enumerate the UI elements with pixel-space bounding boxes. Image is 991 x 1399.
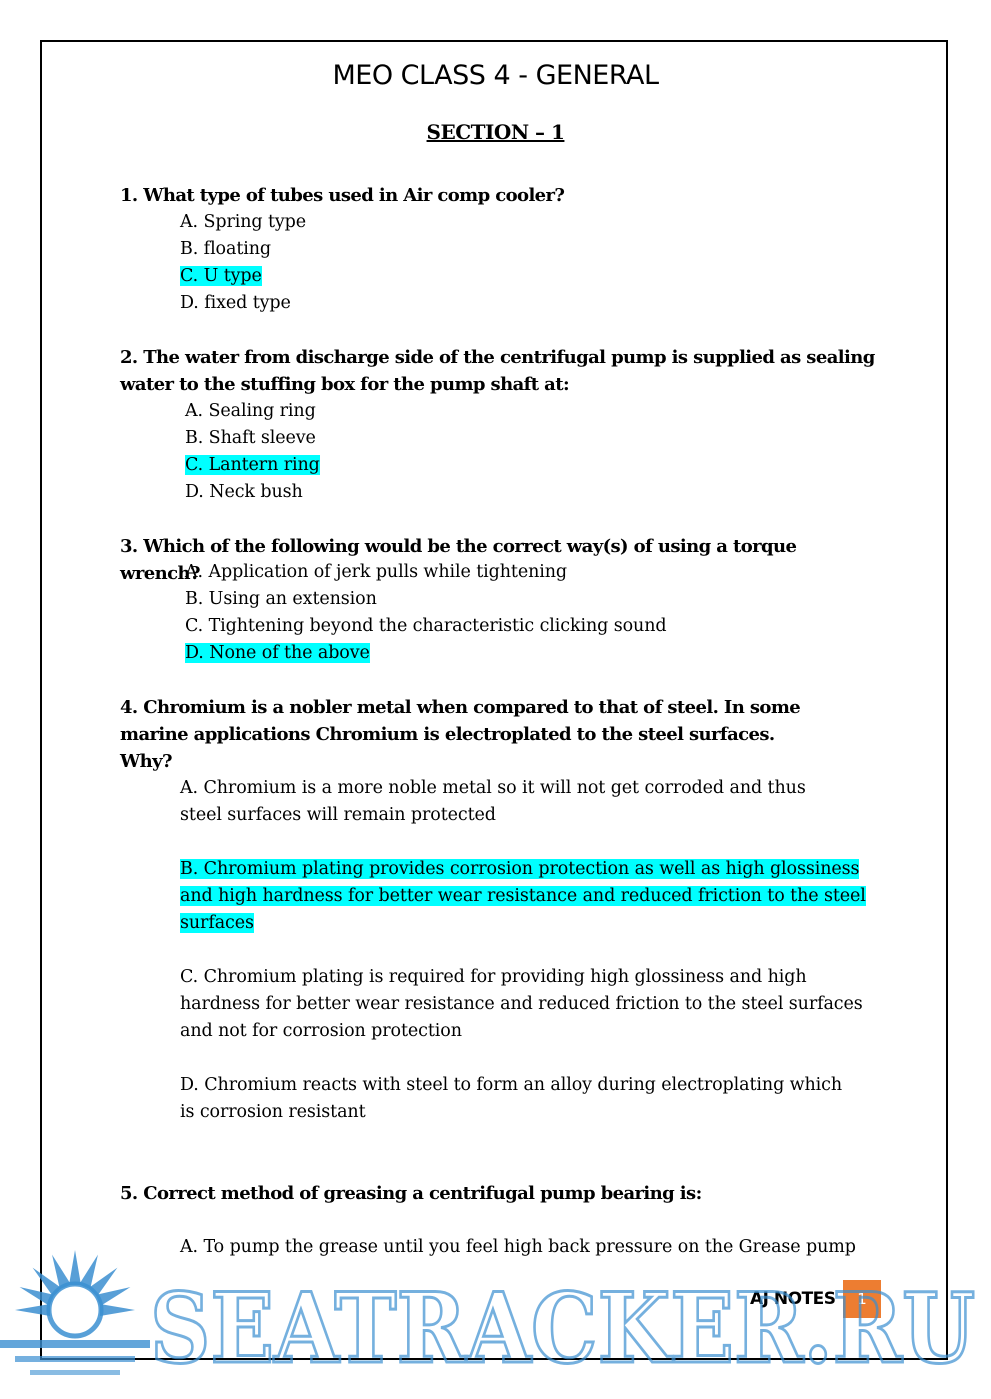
page-number-badge: 1 <box>843 1280 881 1318</box>
question-5: 5. Correct method of greasing a centrifugal pump bearing is: <box>120 1183 702 1204</box>
q2-option-c-answer: C. Lantern ring <box>185 455 320 475</box>
q1-option-b: B. floating <box>180 239 272 259</box>
q3-option-b: B. Using an extension <box>185 589 377 609</box>
q1-option-a: A. Spring type <box>180 212 307 232</box>
q4-option-a: A. Chromium is a more noble metal so it will not get corroded and thus steel surfaces will remain protected <box>180 778 806 825</box>
q3-option-a: A. Application of jerk pulls while tightening <box>185 562 568 582</box>
question-1: 1. What type of tubes used in Air comp cooler? <box>120 185 565 206</box>
question-3: 3. Which of the following would be the correct way(s) of using a torque wrench? <box>120 536 797 584</box>
q2-option-b: B. Shaft sleeve <box>185 428 316 448</box>
q1-option-c-answer: C. U type <box>180 266 262 286</box>
q3-option-d-answer: D. None of the above <box>185 643 370 663</box>
question-2: 2. The water from discharge side of the centrifugal pump is supplied as sealing water to the stuffing box for the pump shaft at: <box>120 347 875 395</box>
footer-label: AJ NOTES <box>750 1289 836 1309</box>
q5-option-a: A. To pump the grease until you feel high back pressure on the Grease pump <box>180 1237 856 1257</box>
q2-option-d: D. Neck bush <box>185 482 303 502</box>
q4-option-d: D. Chromium reacts with steel to form an alloy during electroplating which is corrosion resistant <box>180 1075 843 1122</box>
q2-option-a: A. Sealing ring <box>185 401 316 421</box>
q4-option-b-answer: B. Chromium plating provides corrosion protection as well as high glossiness and high hardness for better wear resistance and reduced friction to the steel surfaces <box>180 859 866 933</box>
q1-option-d: D. fixed type <box>180 293 291 313</box>
document-title: MEO CLASS 4 - GENERAL <box>332 60 659 91</box>
q3-option-c: C. Tightening beyond the characteristic clicking sound <box>185 616 667 636</box>
question-4: 4. Chromium is a nobler metal when compared to that of steel. In some marine applications Chromium is electroplated to the steel surfaces. Why? <box>120 697 801 772</box>
section-heading: SECTION – 1 <box>426 120 565 144</box>
watermark-text: SEATRACKER.RU <box>150 1272 975 1385</box>
q4-option-c: C. Chromium plating is required for providing high glossiness and high hardness for better wear resistance and reduced friction to the steel surfaces and not for corrosion protection <box>180 967 863 1041</box>
